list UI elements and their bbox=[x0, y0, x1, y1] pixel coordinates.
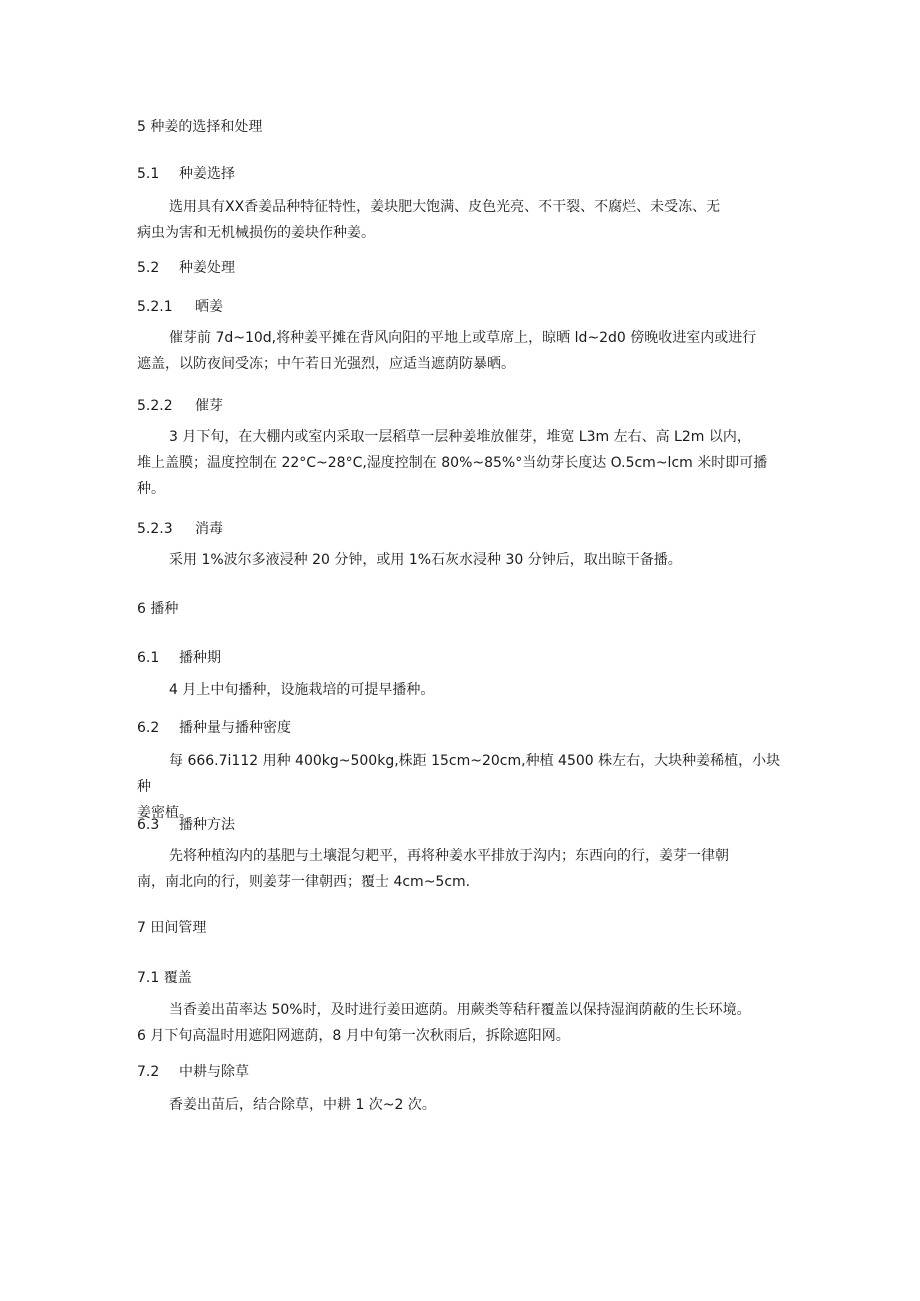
section-number: 5.2.3 bbox=[137, 521, 173, 537]
paragraph-7-1 bbox=[137, 997, 787, 1049]
subsection-heading-5-2-2 bbox=[137, 395, 223, 415]
section-number: 5.1 bbox=[137, 166, 160, 182]
section-number: 5.2.2 bbox=[137, 398, 173, 414]
section-title: 播种期 bbox=[179, 650, 221, 666]
section-title: 催芽 bbox=[195, 398, 223, 414]
section-title: 播种量与播种密度 bbox=[179, 720, 291, 736]
subsection-heading-7-2 bbox=[137, 1061, 249, 1081]
paragraph-5-2-1 bbox=[137, 325, 787, 377]
subsection-heading-6-2 bbox=[137, 717, 291, 737]
paragraph-line: 当香姜出苗率达 50%时，及时进行姜田遮荫。用蕨类等秸秆覆盖以保持湿润荫蔽的生长环境。 bbox=[169, 1002, 751, 1018]
paragraph-line: 南，南北向的行，则姜芽一律朝西；覆士 4cm~5cm. bbox=[137, 874, 471, 890]
paragraph-7-2 bbox=[137, 1092, 787, 1118]
section-number: 6.2 bbox=[137, 720, 160, 736]
subsection-heading-5-1 bbox=[137, 163, 235, 183]
paragraph-5-1 bbox=[137, 194, 787, 246]
section-title: 消毒 bbox=[195, 521, 223, 537]
section-title: 中耕与除草 bbox=[179, 1064, 249, 1080]
subsection-heading-5-2-1 bbox=[137, 296, 223, 316]
paragraph-line: 6 月下旬高温时用遮阳网遮荫，8 月中旬第一次秋雨后，拆除遮阳网。 bbox=[137, 1028, 570, 1044]
section-heading-7: 7 田间管理 bbox=[137, 920, 207, 936]
paragraph-line: 病虫为害和无机械损伤的姜块作种姜。 bbox=[137, 225, 375, 241]
paragraph-line: 催芽前 7d~10d,将种姜平摊在背风向阳的平地上或草席上，晾晒 ld~2d0 傍晚收进室内或进行 bbox=[169, 330, 757, 346]
paragraph-line: 每 666.7i112 用种 400kg~500kg,株距 15cm~20cm,种植 4500 株左右，大块种姜稀植，小块种 bbox=[137, 753, 781, 795]
paragraph-6-1 bbox=[137, 677, 787, 703]
section-title: 播种方法 bbox=[179, 817, 235, 833]
paragraph-line: 先将种植沟内的基肥与土壤混匀耙平，再将种姜水平排放于沟内；东西向的行，姜芽一律朝 bbox=[169, 848, 729, 864]
paragraph-line: 3 月下旬，在大棚内或室内采取一层稻草一层种姜堆放催芽，堆宽 L3m 左右、高 L2m 以内， bbox=[169, 429, 751, 445]
section-title: 种姜选择 bbox=[179, 166, 235, 182]
paragraph-line: 选用具有XX香姜品种特征特性，姜块肥大饱满、皮色光亮、不干裂、不腐烂、未受冻、无 bbox=[169, 199, 721, 215]
subsection-heading-5-2-3 bbox=[137, 518, 223, 538]
section-title: 晒姜 bbox=[195, 299, 223, 315]
section-number: 7.2 bbox=[137, 1064, 160, 1080]
subsection-heading-7-1: 7.1 覆盖 bbox=[137, 970, 192, 986]
section-heading-6: 6 播种 bbox=[137, 601, 179, 617]
paragraph-6-3 bbox=[137, 843, 787, 895]
subsection-heading-6-1 bbox=[137, 647, 221, 667]
paragraph-line: 香姜出苗后，结合除草，中耕 1 次~2 次。 bbox=[169, 1097, 436, 1113]
paragraph-line: 采用 1%波尔多液浸种 20 分钟，或用 1%石灰水浸种 30 分钟后，取出晾干备播。 bbox=[169, 552, 682, 568]
section-number: 6.3 bbox=[137, 817, 160, 833]
paragraph-line: 堆上盖膜；温度控制在 22°C~28°C,湿度控制在 80%~85%°当幼芽长度达 O.5cm~lcm 米时即可播 bbox=[137, 455, 768, 471]
section-title: 种姜处理 bbox=[179, 260, 235, 276]
paragraph-line: 4 月上中旬播种，设施栽培的可提早播种。 bbox=[169, 682, 435, 698]
section-number: 6.1 bbox=[137, 650, 160, 666]
paragraph-line: 姜密植。 bbox=[137, 805, 193, 821]
subsection-heading-6-3 bbox=[137, 814, 235, 834]
subsection-heading-5-2 bbox=[137, 257, 235, 277]
paragraph-line: 遮盖，以防夜间受冻；中午若日光强烈，应适当遮荫防暴晒。 bbox=[137, 356, 515, 372]
paragraph-line: 种。 bbox=[137, 481, 165, 497]
section-number: 5.2 bbox=[137, 260, 160, 276]
section-number: 5.2.1 bbox=[137, 299, 173, 315]
paragraph-5-2-3 bbox=[137, 547, 787, 573]
paragraph-5-2-2 bbox=[137, 424, 787, 502]
section-heading-5: 5 种姜的选择和处理 bbox=[137, 119, 263, 135]
